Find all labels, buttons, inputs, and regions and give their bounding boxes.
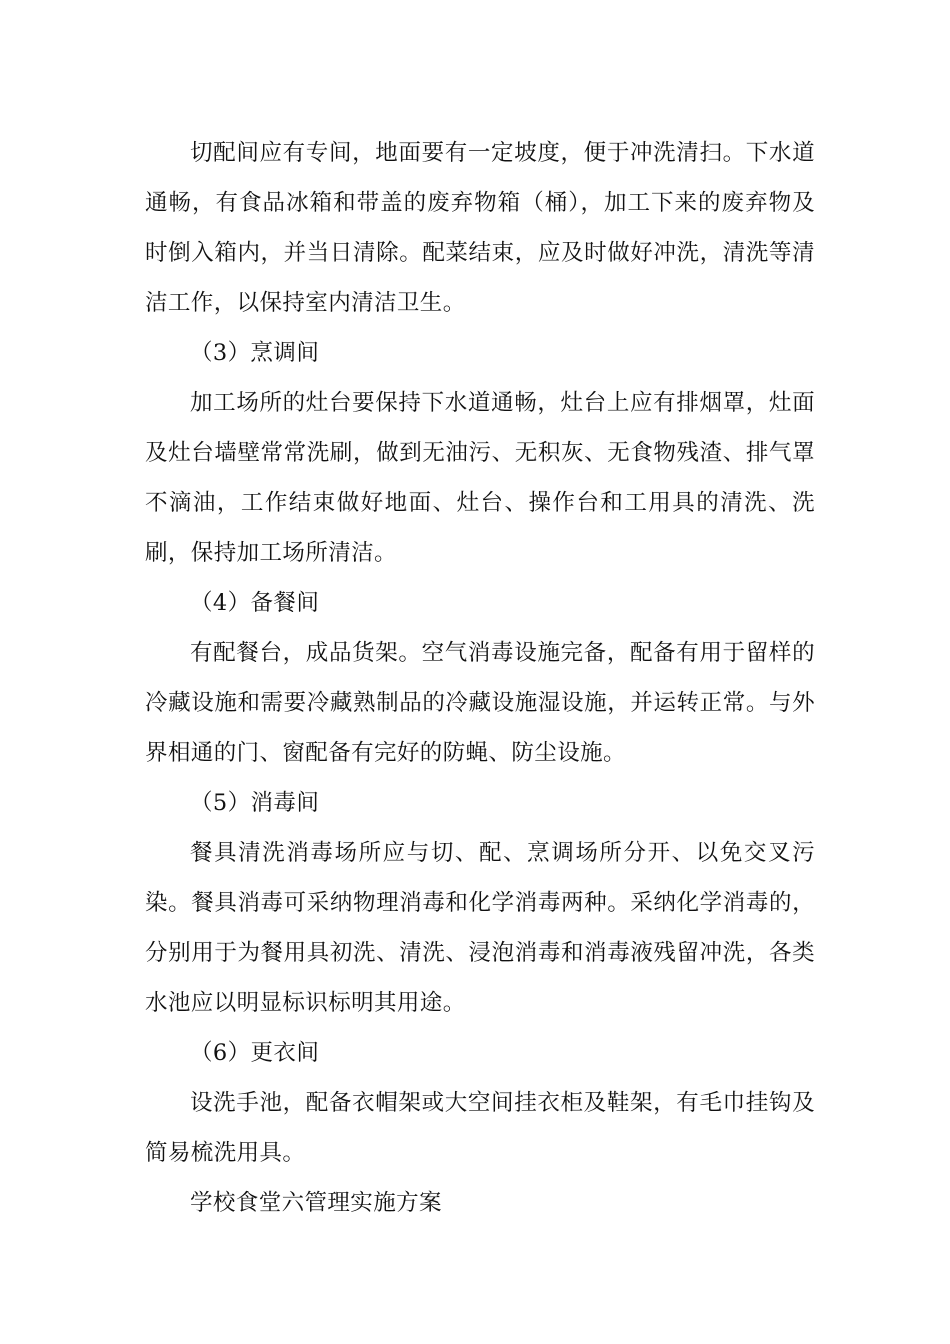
paragraph-serving-room: 有配餐台，成品货架。空气消毒设施完备，配备有用于留样的冷藏设施和需要冷藏熟制品的冷藏设施湿设施，并运转正常。与外界相通的门、窗配备有完好的防蝇、防尘设施。 [145,640,815,766]
heading-cooking-room: （3）烹调间 [190,340,320,366]
paragraph-cooking-room: 加工场所的灶台要保持下水道通畅，灶台上应有排烟罩，灶面及灶台墙壁常常洗刷，做到无油污、无积灰、无食物残渣、排气罩不滴油，工作结束做好地面、灶台、操作台和工用具的清洗、洗刷，保持加工场所清洁。 [145,390,815,566]
heading-disinfection-room: （5）消毒间 [190,790,320,816]
heading-serving-room: （4）备餐间 [190,590,320,616]
paragraph-cutting-room: 切配间应有专间，地面要有一定坡度，便于冲洗清扫。下水道通畅，有食品冰箱和带盖的废弃物箱（桶），加工下来的废弃物及时倒入箱内，并当日清除。配菜结束，应及时做好冲洗，清洗等清洁工作，以保持室内清洁卫生。 [145,140,815,316]
paragraph-changing-room: 设洗手池，配备衣帽架或大空间挂衣柜及鞋架，有毛巾挂钩及简易梳洗用具。 [145,1090,815,1166]
document-body [145,128,815,1228]
section-title-implementation-plan: 学校食堂六管理实施方案 [190,1190,442,1216]
paragraph-disinfection-room: 餐具清洗消毒场所应与切、配、烹调场所分开、以免交叉污染。餐具消毒可采纳物理消毒和化学消毒两种。采纳化学消毒的，分别用于为餐用具初洗、清洗、浸泡消毒和消毒液残留冲洗，各类水池应以明显标识标明其用途。 [145,840,815,1016]
heading-changing-room: （6）更衣间 [190,1040,320,1066]
